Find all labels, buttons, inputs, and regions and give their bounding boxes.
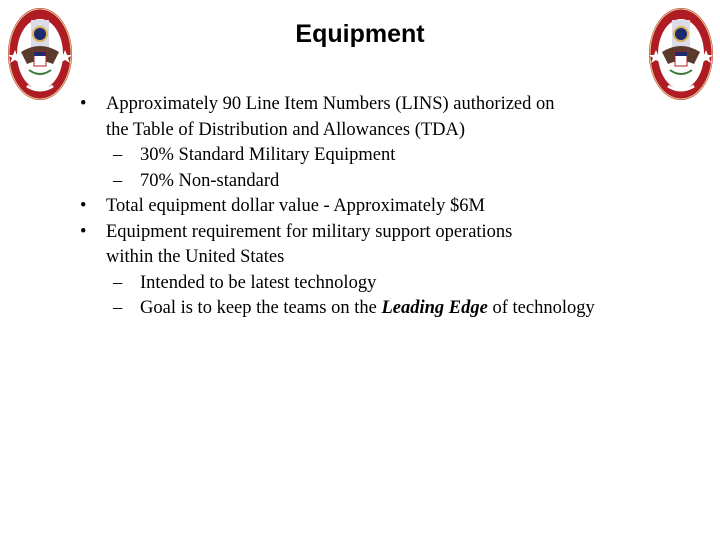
bullet-item xyxy=(80,194,680,220)
bullet-list xyxy=(80,92,680,322)
dash-icon: – xyxy=(113,298,123,318)
bullet-icon: • xyxy=(80,196,87,216)
slide-title: Equipment xyxy=(295,20,425,48)
sub-bullet-text-post: of technology xyxy=(487,298,595,318)
bullet-text-line: Equipment requirement for military support operations xyxy=(106,221,513,242)
sub-bullet-text: 30% Standard Military Equipment xyxy=(140,145,396,165)
dash-icon: – xyxy=(113,145,123,165)
bullet-text-line: the Table of Distribution and Allowances (TDA) xyxy=(106,119,466,140)
bullet-item xyxy=(80,92,680,143)
dash-icon: – xyxy=(113,170,123,191)
sub-bullet-item xyxy=(80,169,680,195)
sub-bullet-item xyxy=(80,296,680,322)
sub-bullet-text: 70% Non-standard xyxy=(140,170,280,191)
sub-bullet-text: Intended to be latest technology xyxy=(140,272,377,293)
bullet-icon: • xyxy=(80,94,87,114)
emphasis-text: Leading Edge xyxy=(381,298,488,318)
bullet-text-line: within the United States xyxy=(106,247,285,267)
sub-bullet-item xyxy=(80,143,680,169)
bullet-item xyxy=(80,220,680,271)
dash-icon: – xyxy=(113,272,123,293)
bullet-text-line: Approximately 90 Line Item Numbers (LINS) authorized on xyxy=(106,94,555,114)
sub-bullet-item xyxy=(80,271,680,297)
bullet-text: Total equipment dollar value - Approximately $6M xyxy=(106,196,485,216)
sub-bullet-text-pre: Goal is to keep the teams on the xyxy=(140,298,382,318)
bullet-icon: • xyxy=(80,221,87,242)
